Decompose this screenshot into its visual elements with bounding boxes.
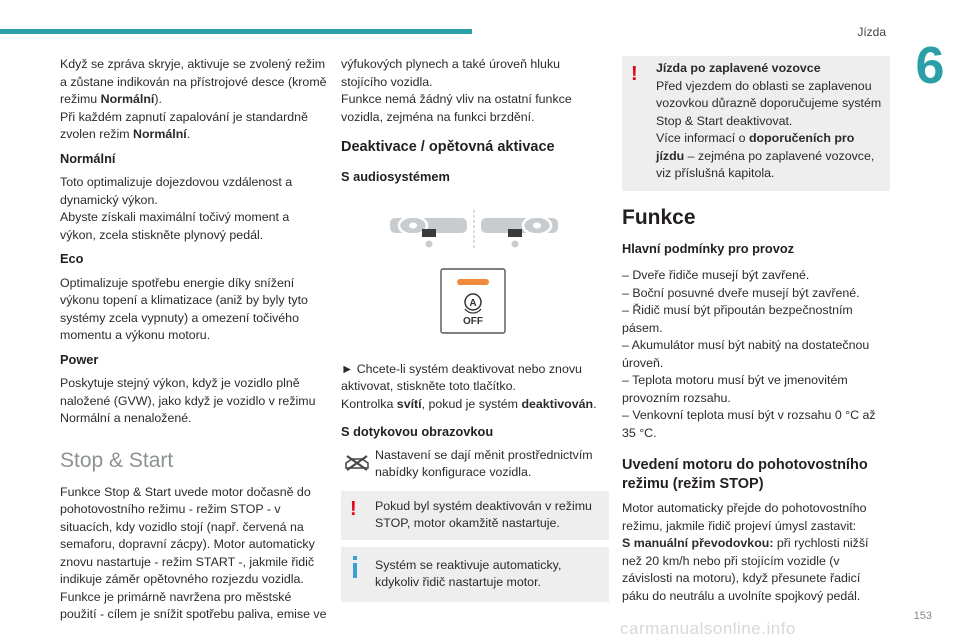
eco-mode-heading: Eco [60, 251, 84, 266]
stop-start-heading: Stop & Start [60, 448, 174, 472]
eco-mode-text: Optimalizuje spotřebu energie díky snížení výkonu topení a klimatizace (aniž by byly tyto systémy zcela vypnuty) a omezení točivého momentu a výkonu motoru. [60, 275, 308, 342]
watermark: carmanualsonline.info [620, 619, 796, 638]
list-item: – Dveře řidiče musejí být zavřené. [622, 268, 810, 282]
list-item: – Boční posuvné dveře musejí být zavřené. [622, 285, 860, 300]
normal-mode-text-2: Abyste získali maximální točivý moment a výkon, zcela stiskněte plynový pedál. [60, 210, 290, 242]
stop-start-off-button [441, 269, 505, 333]
flooded-road-text-2: Více informací o doporučeních pro jízdu – zejména po zaplavené vozovce, viz příslušná kapitola. [656, 131, 875, 180]
svg-text:OFF: OFF [463, 315, 483, 327]
function-heading: Funkce [622, 205, 696, 229]
deactivate-instruction: ► Chcete-li systém deaktivovat nebo znovu aktivovat, stiskněte toto tlačítko. [341, 361, 582, 393]
column-3 [622, 56, 890, 605]
chapter-number: 6 [915, 37, 945, 95]
svg-text:A: A [469, 297, 477, 309]
flooded-road-title: Jízda po zaplavené vozovce [656, 61, 821, 75]
continued-text-2: Funkce nemá žádný vliv na ostatní funkce vozidla, zejména na funkci brzdění. [341, 92, 572, 124]
stop-mode-text-2: S manuální převodovkou: při rychlosti nižší než 20 km/h nebo při stojícím vozidle (v závislosti na motoru), když přesunete řadicí páku do neutrálu a uvolníte spojkový pedál. [622, 536, 869, 603]
conditions-list [622, 267, 890, 442]
touchscreen-note: Nastavení se dají měnit prostřednictvím nabídky konfigurace vozidla. [341, 447, 609, 482]
page-number: 153 [913, 610, 932, 622]
column-1 [60, 56, 328, 624]
list-item: – Akumulátor musí být nabitý na dostatečnou úroveň. [622, 338, 870, 370]
intro-paragraph: Když se zpráva skryje, aktivuje se zvolený režim a zůstane indikován na přístrojové desce (kromě režimu Normální). [60, 57, 327, 106]
dashboard-illustration [341, 196, 609, 361]
stop-mode-text: Motor automaticky přejde do pohotovostního režimu, jakmile řidič projeví úmysl zastavit: [622, 501, 867, 533]
audio-system-heading: S audiosystémem [341, 169, 450, 184]
list-item: – Řidič musí být připoután bezpečnostním pásem. [622, 303, 853, 335]
normal-mode-text: Toto optimalizuje dojezdovou vzdálenost a dynamický výkon. [60, 175, 293, 207]
stop-start-button-figure [341, 196, 609, 361]
continued-text: výfukových plynech a také úroveň hluku stojícího vozidla. [341, 57, 561, 89]
stop-mode-heading: Uvedení motoru do pohotovostního režimu (režim STOP) [622, 457, 868, 492]
power-mode-heading: Power [60, 351, 99, 367]
flooded-road-text: Před vjezdem do oblasti se zaplavenou vozovkou důrazně doporučujeme systém Stop & Start deaktivovat. [656, 78, 882, 128]
touchscreen-heading: S dotykovou obrazovkou [341, 424, 494, 439]
left-hand-drive-icon [390, 216, 467, 247]
list-item: – Teplota motoru musí být ve jmenovitém provozním rozsahu. [622, 373, 848, 405]
stop-start-text: Funkce Stop & Start uvede motor dočasně do pohotovostního režimu - režim STOP - v situacích, kdy vozidlo stojí (např. červená na semaforu, dopravní zácpy). Motor automaticky znovu nastartuje - režim START -, jakmile řidič indikuje záměr opětovného rozjezdu vozidla. Funkce je primárně navržena pro městské použití - cílem je snížit spotřebu paliva, emise ve [60, 484, 327, 621]
info-box-reactivate: Systém se reaktivuje automaticky, kdykoliv řidič nastartuje motor. [341, 547, 609, 602]
deactivation-heading: Deaktivace / opětovná aktivace [341, 139, 555, 155]
warning-box-stop: ! Pokud byl systém deaktivován v režimu STOP, motor okamžitě nastartuje. [341, 491, 609, 540]
power-mode-text: Poskytuje stejný výkon, když je vozidlo plně naložené (GVW), jako když je vozidlo v režimu Normální a nenaložené. [60, 376, 316, 425]
list-item: – Venkovní teplota musí být v rozsahu 0 °C až 35 °C. [622, 408, 876, 440]
header-accent-bar [0, 29, 472, 34]
indicator-note: Kontrolka svítí, pokud je systém deaktivován. [341, 396, 597, 411]
warning-exclamation-icon: ! [350, 497, 357, 520]
intro-paragraph-2: Při každém zapnutí zapalování je standardně zvolen režim Normální. [60, 109, 308, 141]
column-2 [341, 56, 609, 602]
vehicle-settings-icon [344, 453, 370, 473]
warning-exclamation-icon: ! [631, 63, 638, 85]
conditions-heading: Hlavní podmínky pro provoz [622, 240, 795, 256]
info-icon [353, 556, 357, 578]
right-hand-drive-icon [481, 216, 558, 247]
normal-mode-heading: Normální [60, 150, 116, 166]
section-title: Jízda [857, 25, 886, 39]
warning-box-flooded-road [622, 56, 890, 191]
